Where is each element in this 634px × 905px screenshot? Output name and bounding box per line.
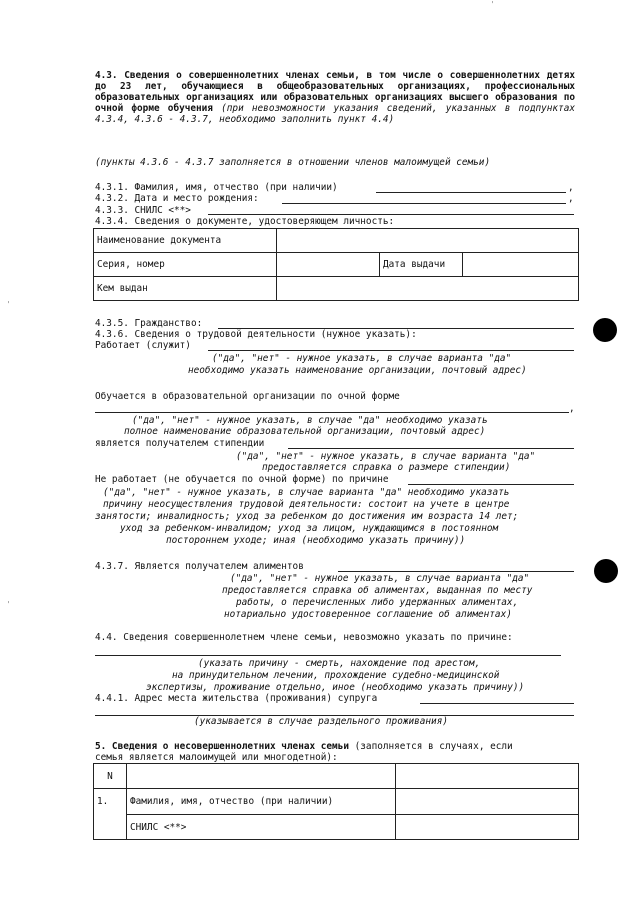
comma: , [568, 193, 574, 204]
doc-issuer-label: Кем выдан [94, 277, 277, 301]
stipend-hint-1: ("да", "нет" - нужное указать, в случае варианта "да" [236, 451, 536, 462]
doc-name-value[interactable] [277, 229, 579, 253]
stipend-label: является получателем стипендии [95, 438, 265, 449]
field-4-3-3-line[interactable] [208, 214, 574, 215]
field-4-3-1-line[interactable] [376, 192, 566, 193]
field-4-3-4-label: 4.3.4. Сведения о документе, удостоверяющем личность: [95, 216, 395, 227]
field-4-3-7-label: 4.3.7. Является получателем алиментов [95, 561, 304, 572]
identity-doc-table [93, 228, 579, 301]
section-4-3-heading: 4.3. Сведения о совершеннолетних членах семьи, в том числе о совершеннолетних детях до 23 лет, обучающиеся в общеобразовательных организациях, профессиональных образовательных организациях или образовательных организациях высшего образования по очной форме обучения (при невозможности указания сведений, указанных в подпунктах 4.3.4, 4.3.6 - 4.3.7, необходимо заполнить пункт 4.4) [95, 70, 575, 125]
doc-series-value[interactable] [277, 253, 380, 277]
comma: , [568, 182, 574, 193]
nowork-line[interactable] [408, 484, 574, 485]
study-line[interactable] [95, 412, 569, 413]
row-1-snils-value[interactable] [396, 815, 579, 840]
row-1-number: 1. [94, 789, 127, 840]
scan-mark: ' [490, 0, 495, 9]
nowork-hint-4: уход за ребенком-инвалидом; уход за лицом, нуждающимся в постоянном [120, 523, 499, 534]
address-line-1[interactable] [420, 703, 574, 704]
doc-date-label: Дата выдачи [380, 253, 463, 277]
row-1-fio-value[interactable] [396, 789, 579, 815]
field-4-3-2-label: 4.3.2. Дата и место рождения: [95, 193, 259, 204]
row-1-fio-label: Фамилия, имя, отчество (при наличии) [127, 789, 396, 815]
alimony-hint-2: предоставляется справка об алиментах, выданная по месту [222, 585, 533, 596]
doc-date-value[interactable] [463, 253, 579, 277]
minors-header-cell[interactable] [396, 764, 579, 789]
minors-table [93, 763, 579, 840]
works-line[interactable] [208, 350, 574, 351]
scan-mark: ' [6, 600, 11, 609]
nowork-hint-3: занятости; инвалидность; уход за ребенком до достижения им возраста 14 лет; [95, 511, 519, 522]
field-4-3-6-label: 4.3.6. Сведения о трудовой деятельности (нужное указать): [95, 329, 417, 340]
study-label: Обучается в образовательной организации по очной форме [95, 391, 400, 402]
stipend-hint-2: предоставляется справка о размере стипендии) [262, 462, 511, 473]
punch-hole [593, 318, 617, 342]
field-4-3-2-line[interactable] [282, 203, 566, 204]
field-4-4-1-label: 4.4.1. Адрес места жительства (проживания) супруга [95, 693, 378, 704]
nowork-hint-5: постороннем уходе; иная (необходимо указать причину)) [166, 535, 466, 546]
doc-series-label: Серия, номер [94, 253, 277, 277]
s44-hint-2: на принудительном лечении, прохождение судебно-медицинской [172, 670, 500, 681]
s44-hint-4: (указывается в случае раздельного проживания) [194, 716, 448, 727]
section-5-heading: 5. Сведения о несовершеннолетних членах семьи (заполняется в случаях, если [95, 741, 513, 752]
nowork-hint-1: ("да", "нет" - нужное указать, в случае варианта "да" необходимо указать [103, 487, 510, 498]
doc-issuer-value[interactable] [277, 277, 579, 301]
alimony-hint-4: нотариально удостоверенное соглашение об алиментах) [224, 609, 512, 620]
comma: , [569, 403, 575, 414]
nowork-label: Не работает (не обучается по очной форме) по причине [95, 474, 389, 485]
section-4-4-heading: 4.4. Сведения совершеннолетнем члене семьи, невозможно указать по причине: [95, 632, 513, 643]
field-4-3-3-label: 4.3.3. СНИЛС <**> [95, 205, 191, 216]
alimony-hint-3: работы, о перечисленных либо удержанных алиментах, [236, 597, 519, 608]
study-hint-1: ("да", "нет" - нужное указать, в случае "да" необходимо указать [132, 415, 488, 426]
s44-hint-3: экспертизы, проживание отдельно, иное (необходимо указать причину)) [146, 682, 525, 693]
doc-name-label: Наименование документа [94, 229, 277, 253]
field-4-3-1-label: 4.3.1. Фамилия, имя, отчество (при наличии) [95, 182, 338, 193]
works-label: Работает (служит) [95, 340, 191, 351]
alimony-line[interactable] [338, 571, 574, 572]
section-4-4-line[interactable] [95, 655, 561, 656]
section-5-heading-line2: семья является малоимущей или многодетной): [95, 752, 338, 763]
row-1-snils-label: СНИЛС <**> [127, 815, 396, 840]
works-hint-1: ("да", "нет" - нужное указать, в случае варианта "да" [212, 353, 512, 364]
punch-hole [594, 559, 618, 583]
minors-header-cell[interactable] [127, 764, 396, 789]
scan-mark: ' [6, 300, 11, 309]
nowork-hint-2: причину неосуществления трудовой деятельности: состоит на учете в центре [103, 499, 510, 510]
col-n-header: N [94, 764, 127, 789]
s44-hint-1: (указать причину - смерть, нахождение под арестом, [198, 658, 481, 669]
works-hint-2: необходимо указать наименование организации, почтовый адрес) [188, 365, 527, 376]
section-4-3-note: (пункты 4.3.6 - 4.3.7 заполняется в отношении членов малоимущей семьи) [95, 157, 491, 168]
alimony-hint-1: ("да", "нет" - нужное указать, в случае варианта "да" [230, 573, 530, 584]
stipend-line[interactable] [288, 448, 574, 449]
field-4-3-5-label: 4.3.5. Гражданство: [95, 318, 203, 329]
study-hint-2: полное наименование образовательной организации, почтовый адрес) [124, 426, 486, 437]
